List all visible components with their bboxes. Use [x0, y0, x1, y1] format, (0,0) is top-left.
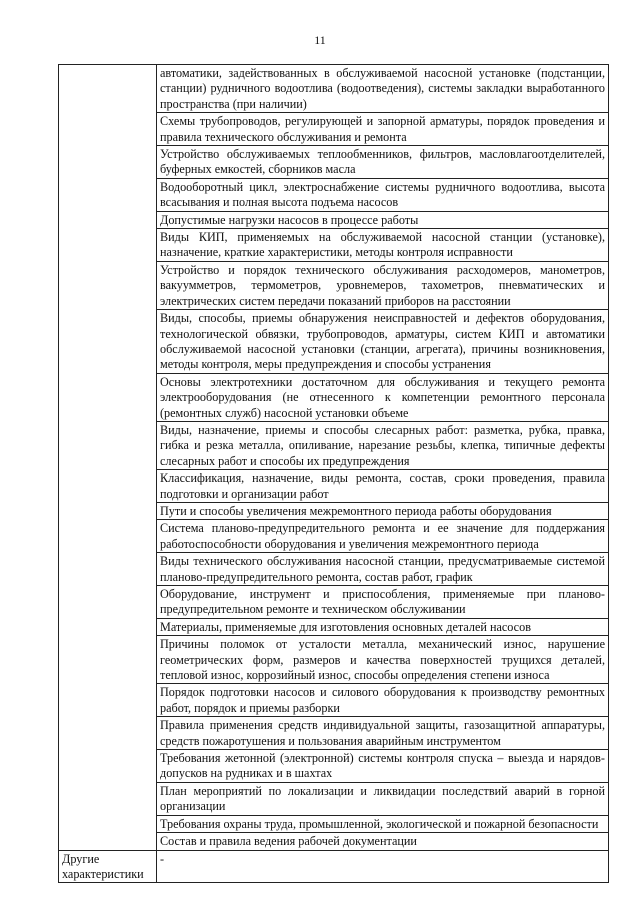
- knowledge-cell: Причины поломок от усталости металла, механический износ, нарушение геометрических форм, размеров и качества поверхностей трущихся деталей, тепловой износ, коррозийный износ, способы определения степени износа: [157, 636, 609, 684]
- knowledge-cell: Правила применения средств индивидуальной защиты, газозащитной аппаратуры, средств пожаротушения и пользования аварийным инструментом: [157, 717, 609, 750]
- knowledge-cell: План мероприятий по локализации и ликвидации последствий аварий в горной организации: [157, 782, 609, 815]
- knowledge-cell: Основы электротехники достаточном для обслуживания и текущего ремонта электрооборудования (не отнесенного к компетенции ремонтного персонала (ремонтных служб) насосной установки объеме: [157, 373, 609, 421]
- table-row-other: [59, 850, 609, 883]
- knowledge-cell: автоматики, задействованных в обслуживаемой насосной установке (подстанции, станции) рудничного водоотлива (водоотведения), системы закладки выработанного пространства (при наличии): [157, 65, 609, 113]
- table-row: [59, 65, 609, 113]
- other-characteristics-value: -: [157, 850, 609, 883]
- page-number: 11: [314, 33, 326, 47]
- knowledge-cell: Виды, назначение, приемы и способы слесарных работ: разметка, рубка, правка, гибка и резка металла, опиливание, нарезание резьбы, клепка, типичные дефекты слесарных работ и способы их предупреждения: [157, 421, 609, 469]
- knowledge-cell: Состав и правила ведения рабочей документации: [157, 833, 609, 850]
- left-merged-cell: [59, 65, 157, 851]
- knowledge-cell: Виды, способы, приемы обнаружения неисправностей и дефектов оборудования, технологической обвязки, трубопроводов, арматуры, систем КИП и автоматики обслуживаемой насосной установки (станции, агрегата), причины возникновения, методы контроля, меры предупреждения и способы устранения: [157, 310, 609, 374]
- knowledge-cell: Устройство обслуживаемых теплообменников, фильтров, масловлагоотделителей, буферных емкостей, сборников масла: [157, 146, 609, 179]
- knowledge-cell: Устройство и порядок технического обслуживания расходомеров, манометров, вакуумметров, термометров, уровнемеров, тахометров, пневматических и электрических систем передачи показаний приборов на расстоянии: [157, 261, 609, 309]
- knowledge-cell: Пути и способы увеличения межремонтного периода работы оборудования: [157, 502, 609, 519]
- other-characteristics-label: Другие характеристики: [59, 850, 157, 883]
- knowledge-table: [58, 64, 609, 883]
- knowledge-cell: Материалы, применяемые для изготовления основных деталей насосов: [157, 618, 609, 635]
- knowledge-cell: Требования жетонной (электронной) системы контроля спуска – выезда и нарядов-допусков на рудниках и в шахтах: [157, 750, 609, 783]
- knowledge-cell: Порядок подготовки насосов и силового оборудования к производству ремонтных работ, порядок и приемы разборки: [157, 684, 609, 717]
- knowledge-cell: Система планово-предупредительного ремонта и ее значение для поддержания работоспособности оборудования и увеличения межремонтного периода: [157, 520, 609, 553]
- knowledge-cell: Оборудование, инструмент и приспособления, применяемые при планово-предупредительном ремонте и техническом обслуживании: [157, 586, 609, 619]
- knowledge-cell: Классификация, назначение, виды ремонта, состав, сроки проведения, правила подготовки и организации работ: [157, 470, 609, 503]
- knowledge-cell: Допустимые нагрузки насосов в процессе работы: [157, 211, 609, 228]
- knowledge-cell: Виды КИП, применяемых на обслуживаемой насосной станции (установке), назначение, краткие характеристики, методы контроля исправности: [157, 229, 609, 262]
- knowledge-cell: Схемы трубопроводов, регулирующей и запорной арматуры, порядок проведения и правила технического обслуживания и ремонта: [157, 113, 609, 146]
- knowledge-cell: Виды технического обслуживания насосной станции, предусматриваемые системой планово-предупредительного ремонта, состав работ, график: [157, 553, 609, 586]
- knowledge-cell: Требования охраны труда, промышленной, экологической и пожарной безопасности: [157, 815, 609, 832]
- knowledge-cell: Водооборотный цикл, электроснабжение системы рудничного водоотлива, высота всасывания и полная высота подъема насосов: [157, 178, 609, 211]
